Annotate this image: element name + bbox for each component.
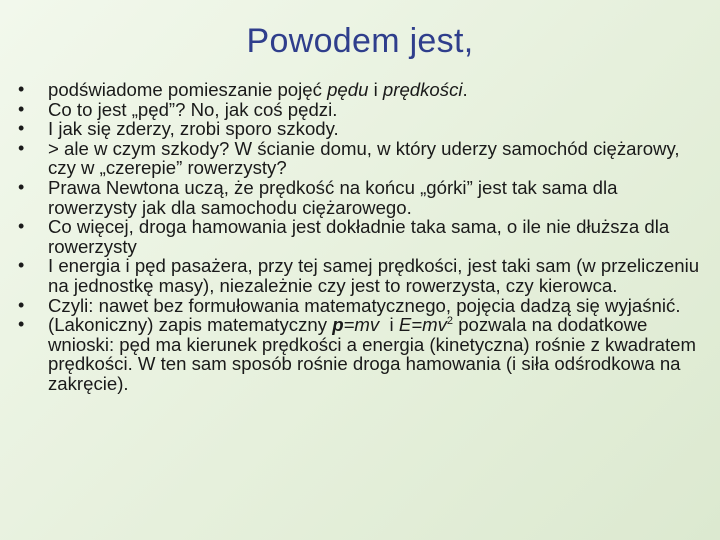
formula-equals: =: [343, 314, 355, 336]
bullet-text: Co więcej, droga hamowania jest dokładnie taka sama, o ile nie dłuższa dla rowerzysty: [48, 216, 670, 257]
bullet-text: podświadome pomieszanie pojęć: [48, 79, 328, 100]
bullet-item: [18, 139, 708, 178]
bullet-item: [18, 80, 708, 100]
term-momentum: pędu: [327, 79, 369, 100]
bullet-item: [18, 100, 708, 120]
bullet-item: [18, 217, 708, 256]
formula-exponent: 2: [446, 314, 454, 327]
bullet-list: [18, 80, 708, 394]
bullet-item: [18, 315, 708, 393]
bullet-text: .: [462, 79, 468, 100]
formula-momentum-p: p: [332, 314, 344, 336]
bullet-text: i: [379, 314, 399, 336]
bullet-item: [18, 296, 708, 316]
bullet-text: I jak się zderzy, zrobi sporo szkody.: [48, 118, 339, 140]
formula-energy-mv: mv: [422, 314, 447, 336]
bullet-text: > ale w czym szkody? W ścianie domu, w który uderzy samochód ciężarowy, czy w „czerepie” rowerzysty?: [48, 137, 680, 179]
bullet-text: i: [368, 79, 383, 100]
bullet-text: (Lakoniczny) zapis matematyczny: [48, 314, 333, 336]
bullet-item: [18, 178, 708, 217]
formula-equals: =: [411, 314, 423, 336]
formula-energy-E: E: [398, 314, 412, 336]
bullet-item: [18, 119, 708, 139]
bullet-text: I energia i pęd pasażera, przy tej samej prędkości, jest taki sam (w przeliczeniu na jednostkę masy), niezależnie czy jest to rowerzysta, czy kierowca.: [48, 255, 700, 296]
bullet-text: Prawa Newtona uczą, że prędkość na końcu „górki” jest tak sama dla rowerzysty jak dla samochodu ciężarowego.: [48, 176, 618, 218]
formula-momentum-mv: mv: [354, 314, 380, 336]
bullet-item: [18, 256, 708, 295]
bullet-text: Co to jest „pęd”? No, jak coś pędzi.: [48, 98, 338, 120]
slide-title: Powodem jest,: [246, 22, 474, 60]
bullet-text: Czyli: nawet bez formułowania matematycznego, pojęcia dadzą się wyjaśnić.: [48, 294, 681, 316]
bullet-text: pozwala na dodatkowe wnioski: pęd ma kierunek prędkości a energia (kinetyczna) rośnie z kwadratem prędkości. W ten sam sposób rośnie droga hamowania (i siła odśrodkowa na zakręcie).: [48, 314, 696, 394]
term-velocity: prędkości: [382, 79, 463, 100]
